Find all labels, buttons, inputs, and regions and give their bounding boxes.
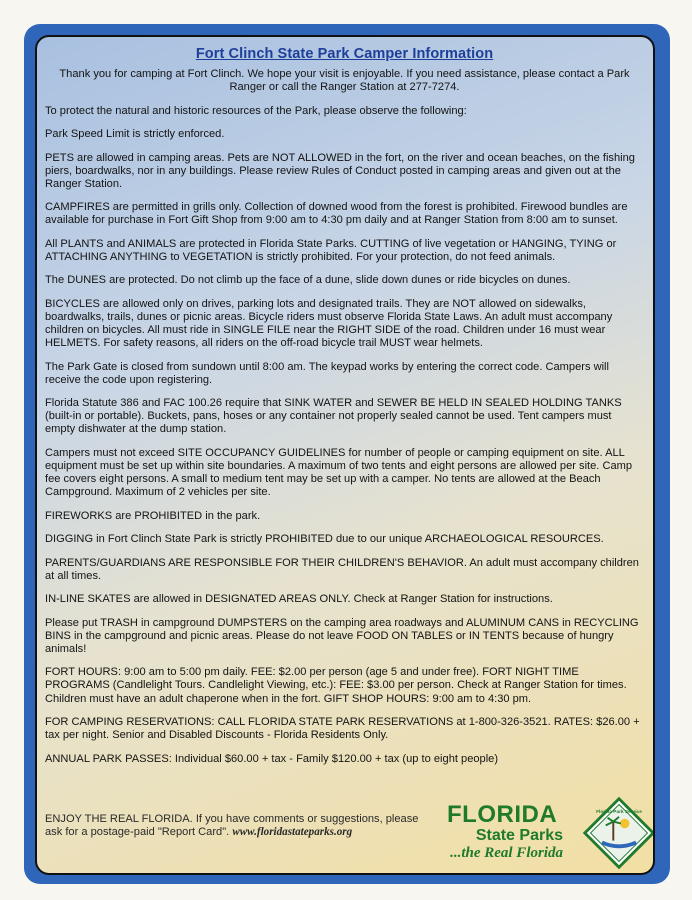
- footer: [45, 803, 645, 867]
- reservations-paragraph: FOR CAMPING RESERVATIONS: CALL FLORIDA STATE PARK RESERVATIONS at 1-800-326-3521. RATES: $26.00 + tax per night. Senior and Disabled Discounts - Florida Residents Only.: [45, 716, 640, 742]
- info-panel: [35, 35, 655, 875]
- fort-hours-paragraph: FORT HOURS: 9:00 am to 5:00 pm daily. FEE: $2.00 per person (age 5 and under free). FORT NIGHT TIME PROGRAMS (Candlelight Tours. Candlelight Viewing, etc.): FEE: $3.00 per person. Check at Ranger Station for times. Children must have an adult chaperone when in the fort. GIFT SHOP HOURS: 9:00 am to 4:30 pm.: [45, 666, 627, 705]
- dunes-paragraph: The DUNES are protected. Do not climb up the face of a dune, slide down dunes or ride bicycles on dunes.: [45, 274, 571, 287]
- parents-paragraph: PARENTS/GUARDIANS ARE RESPONSIBLE FOR THEIR CHILDREN'S BEHAVIOR. An adult must accompany children at all times.: [45, 556, 639, 582]
- enjoy-text: ENJOY THE REAL FLORIDA. If you have comments or suggestions, please ask for a postage-paid "Report Card".: [45, 813, 419, 839]
- page-title: Fort Clinch State Park Camper Information: [195, 46, 494, 62]
- pets-paragraph: PETS are allowed in camping areas. Pets are NOT ALLOWED in the fort, on the river and ocean beaches, on the fishing piers, boardwalks, nor in any buildings. Please review Rules of Conduct posted in camping areas and given out at the Ranger Station.: [45, 151, 635, 190]
- speed-limit-paragraph: Park Speed Limit is strictly enforced.: [45, 128, 225, 141]
- website-link[interactable]: www.floridastateparks.org: [232, 826, 353, 839]
- intro-paragraph: Thank you for camping at Fort Clinch. We hope your visit is enjoyable. If you need assistance, please contact a Park Ranger or call the Ranger Station at 277-7274.: [59, 68, 630, 94]
- bicycles-paragraph: BICYCLES are allowed only on drives, parking lots and designated trails. They are NOT allowed on sidewalks, boardwalks, trails, dunes or picnic areas. Bicycle riders must observe Florida State Laws. An adult must accompany children on bicycles. All must ride in SINGLE FILE near the RIGHT SIDE of the road. Children under 16 must wear HELMETS. For safety reasons, all riders on the off-road bicycle trail MUST wear helmets.: [45, 297, 613, 350]
- enjoy-note: [45, 813, 435, 839]
- logo-state-parks-text: State Parks: [475, 827, 563, 844]
- park-service-badge-icon: [581, 795, 655, 871]
- holding-tanks-paragraph: Florida Statute 386 and FAC 100.26 require that SINK WATER and SEWER BE HELD IN SEALED HOLDING TANKS (built-in or portable). Buckets, pans, hoses or any container not properly sealed cannot be used. Tent campers must empty dishwater at the dump station.: [45, 397, 622, 436]
- logo-florida-text: FLORIDA: [447, 801, 558, 828]
- logo-tagline-text: ...the Real Florida: [450, 845, 563, 861]
- badge-text: Florida Park Service: [596, 810, 642, 816]
- trash-paragraph: Please put TRASH in campground DUMPSTERS on the camping area roadways and ALUMINUM CANS in RECYCLING BINS in the campground and picnic areas. Please do not leave FOOD ON TABLES or IN TENTS because of hungry animals!: [45, 616, 639, 655]
- annual-passes-paragraph: ANNUAL PARK PASSES: Individual $60.00 + tax - Family $120.00 + tax (up to eight people): [45, 752, 499, 765]
- observe-paragraph: To protect the natural and historic resources of the Park, please observe the following:: [45, 104, 467, 117]
- plants-animals-paragraph: All PLANTS and ANIMALS are protected in Florida State Parks. CUTTING of live vegetation or HANGING, TYING or ATTACHING ANYTHING to VEGETATION is strictly prohibited. For your protection, do not feed animals.: [45, 237, 617, 263]
- inline-skates-paragraph: IN-LINE SKATES are allowed in DESIGNATED AREAS ONLY. Check at Ranger Station for instructions.: [45, 593, 553, 606]
- park-gate-paragraph: The Park Gate is closed from sundown until 8:00 am. The keypad works by entering the correct code. Campers will receive the code upon registering.: [45, 360, 609, 386]
- fireworks-paragraph: FIREWORKS are PROHIBITED in the park.: [45, 509, 261, 522]
- campfires-paragraph: CAMPFIRES are permitted in grills only. Collection of downed wood from the forest is prohibited. Firewood bundles are available for purchase in Fort Gift Shop from 9:00 am to 4:30 pm daily and at Ranger Station from 8:00 am to sunset.: [45, 201, 628, 227]
- digging-paragraph: DIGGING in Fort Clinch State Park is strictly PROHIBITED due to our unique ARCHAEOLOGICAL RESOURCES.: [45, 533, 604, 546]
- site-occupancy-paragraph: Campers must not exceed SITE OCCUPANCY GUIDELINES for number of people or camping equipment on site. ALL equipment must be set up within site boundaries. A maximum of two tents and eight persons are allowed per site. Camp fee covers eight persons. A small to medium tent may be set up with a camper. No tents are allowed at the Beach Campground. Maximum of 2 vehicles per site.: [45, 446, 633, 499]
- florida-state-parks-logo: [447, 803, 567, 867]
